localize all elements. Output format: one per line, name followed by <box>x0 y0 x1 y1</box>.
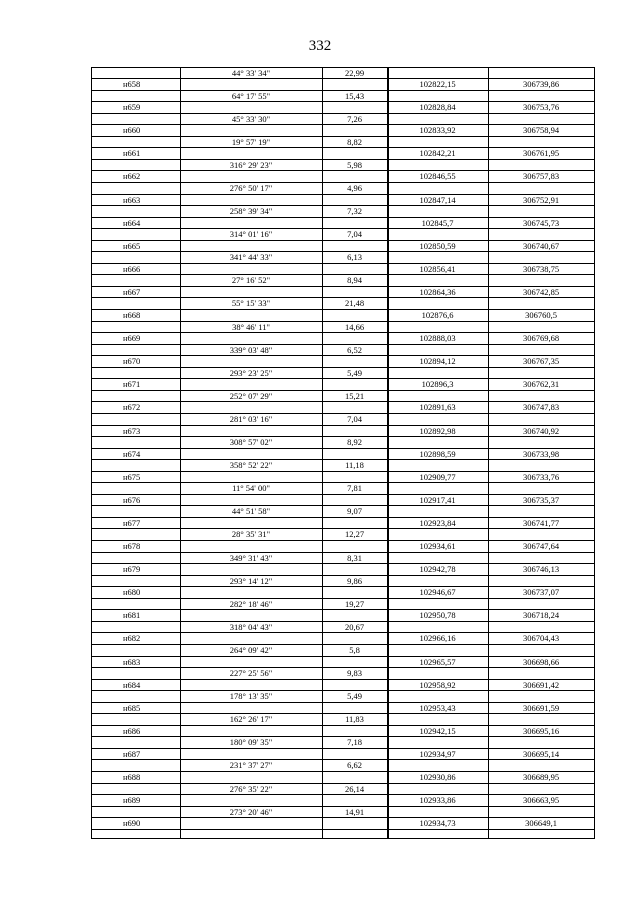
point-row <box>91 609 594 621</box>
point-name: н683 <box>123 656 141 667</box>
segment-angle: 231° 37' 27" <box>229 760 273 771</box>
point-name: н662 <box>123 171 141 182</box>
segment-distance: 7,26 <box>347 113 362 124</box>
segment-row-first <box>91 67 594 78</box>
segment-row <box>91 390 594 402</box>
point-name: н669 <box>123 333 141 344</box>
point-name: н681 <box>123 610 141 621</box>
coordinate-x: 102966,16 <box>419 633 456 644</box>
point-row <box>91 378 594 390</box>
coordinate-x: 102896,3 <box>421 379 454 390</box>
point-row <box>91 263 594 275</box>
row-line <box>91 540 595 541</box>
point-name: н679 <box>123 564 141 575</box>
coordinate-y: 306739,86 <box>522 79 560 89</box>
row-line <box>91 240 595 241</box>
point-name: н661 <box>123 148 141 159</box>
coordinate-x: 102856,41 <box>419 263 456 274</box>
segment-distance: 15,21 <box>344 390 365 401</box>
segment-distance: 14,91 <box>344 806 365 817</box>
segment-distance: 9,86 <box>347 575 362 586</box>
coordinate-x: 102864,36 <box>419 286 456 297</box>
segment-angle: 45° 33' 30" <box>231 113 271 124</box>
segment-distance: 7,04 <box>347 413 362 424</box>
coordinate-x: 102917,41 <box>419 494 456 505</box>
segment-angle: 11° 54' 00" <box>232 483 270 494</box>
segment-row <box>91 482 594 494</box>
coordinate-x: 102822,15 <box>419 79 456 89</box>
segment-row <box>91 505 594 517</box>
segment-row <box>91 205 594 217</box>
point-row <box>91 517 594 529</box>
page-number: 332 <box>308 38 332 54</box>
coordinate-x: 102898,59 <box>419 448 456 459</box>
coordinate-y: 306733,98 <box>522 448 560 459</box>
row-line <box>91 263 595 264</box>
point-row <box>91 702 594 714</box>
segment-angle: 178° 13' 35" <box>229 691 273 702</box>
row-line <box>91 586 595 587</box>
segment-angle: 293° 14' 12" <box>229 575 273 586</box>
segment-distance: 6,52 <box>347 344 362 355</box>
row-line <box>91 771 595 772</box>
segment-row <box>91 136 594 148</box>
point-row <box>91 217 594 229</box>
point-row <box>91 332 594 344</box>
point-name: н658 <box>123 79 141 89</box>
point-name: н690 <box>123 818 141 829</box>
segment-row <box>91 783 594 795</box>
point-name: н663 <box>123 194 141 205</box>
segment-angle: 44° 33' 34" <box>231 68 271 78</box>
coordinate-y: 306737,07 <box>522 587 560 598</box>
coordinate-y: 306691,42 <box>522 679 560 690</box>
segment-row <box>91 806 594 818</box>
segment-distance: 7,81 <box>347 483 362 494</box>
point-name: н677 <box>123 517 141 528</box>
row-line <box>91 609 595 610</box>
segment-distance: 8,31 <box>347 552 362 563</box>
segment-row <box>91 621 594 633</box>
segment-row <box>91 113 594 125</box>
point-name: н665 <box>123 240 141 251</box>
coordinate-y: 306757,83 <box>522 171 560 182</box>
row-line <box>91 794 595 795</box>
row-line <box>91 147 595 148</box>
point-name: н666 <box>123 263 141 274</box>
point-row <box>91 748 594 760</box>
segment-angle: 349° 31' 43" <box>229 552 273 563</box>
segment-distance: 8,92 <box>347 437 362 448</box>
segment-distance: 4,96 <box>347 182 362 193</box>
point-name: н674 <box>123 448 141 459</box>
row-line <box>91 471 595 472</box>
coordinate-y: 306746,13 <box>522 564 560 575</box>
segment-row <box>91 159 594 171</box>
point-row <box>91 425 594 437</box>
point-name: н689 <box>123 795 141 806</box>
point-row <box>91 794 594 806</box>
segment-angle: 316° 29' 23" <box>229 159 273 170</box>
row-line <box>91 355 595 356</box>
coordinate-x: 102842,21 <box>419 148 456 159</box>
segment-row <box>91 344 594 356</box>
point-row <box>91 817 594 829</box>
segment-distance: 21,48 <box>344 298 365 309</box>
segment-angle: 27° 16' 52" <box>231 275 271 286</box>
row-line <box>91 829 595 830</box>
segment-distance: 8,94 <box>347 275 362 286</box>
point-name: н660 <box>123 125 141 136</box>
row-line <box>91 632 595 633</box>
segment-row <box>91 598 594 610</box>
point-row <box>91 401 594 413</box>
coordinate-x: 102965,57 <box>419 656 456 667</box>
segment-row <box>91 713 594 725</box>
segment-distance: 5,49 <box>347 367 362 378</box>
point-row <box>91 355 594 367</box>
segment-row <box>91 667 594 679</box>
segment-angle: 339° 03' 48" <box>229 344 273 355</box>
point-row <box>91 656 594 668</box>
segment-distance: 5,8 <box>349 644 360 655</box>
segment-angle: 282° 18' 46" <box>229 598 273 609</box>
point-name: н684 <box>123 679 141 690</box>
point-row <box>91 101 594 113</box>
coordinate-x: 102876,6 <box>421 310 454 320</box>
segment-angle: 281° 03' 16" <box>229 413 273 424</box>
point-name: н687 <box>123 748 141 759</box>
segment-distance: 12,27 <box>344 529 365 540</box>
segment-row <box>91 367 594 379</box>
row-line <box>91 748 595 749</box>
row-line <box>91 817 595 818</box>
point-row <box>91 725 594 737</box>
coordinate-y: 306695,14 <box>522 748 560 759</box>
row-line <box>91 217 595 218</box>
point-name: н671 <box>123 379 141 390</box>
coordinate-y: 306747,64 <box>522 541 560 551</box>
row-line <box>91 309 595 310</box>
segment-angle: 162° 26' 17" <box>229 714 273 725</box>
coordinate-y: 306733,76 <box>522 471 560 482</box>
point-row <box>91 448 594 460</box>
point-name: н672 <box>123 402 141 413</box>
segment-distance: 11,83 <box>345 714 364 725</box>
coordinate-y: 306767,35 <box>522 356 560 367</box>
coordinate-x: 102892,98 <box>419 425 456 436</box>
coordinate-x: 102950,78 <box>419 610 456 621</box>
segment-row <box>91 321 594 333</box>
segment-row <box>91 759 594 771</box>
segment-angle: 318° 04' 43" <box>229 621 273 632</box>
point-row <box>91 124 594 136</box>
coordinate-y: 306695,16 <box>522 725 560 736</box>
segment-angle: 293° 23' 25" <box>229 367 273 378</box>
coordinate-y: 306758,94 <box>522 125 560 136</box>
coordinates-table <box>91 67 594 838</box>
row-line <box>91 425 595 426</box>
segment-row <box>91 736 594 748</box>
segment-distance: 7,18 <box>347 737 362 748</box>
coordinate-y: 306760,5 <box>525 310 557 320</box>
point-row <box>91 540 594 552</box>
segment-angle: 252° 07' 29" <box>229 390 273 401</box>
coordinate-x: 102828,84 <box>419 102 456 113</box>
segment-row <box>91 644 594 656</box>
segment-distance: 9,83 <box>347 668 362 679</box>
segment-row <box>91 552 594 564</box>
point-row <box>91 632 594 644</box>
coordinate-x: 102942,15 <box>419 725 456 736</box>
segment-angle: 358° 52' 22" <box>229 460 273 471</box>
segment-distance: 6,62 <box>347 760 362 771</box>
row-line <box>91 656 595 657</box>
row-line <box>91 448 595 449</box>
coordinate-y: 306691,59 <box>522 702 560 713</box>
point-name: н688 <box>123 772 141 782</box>
segment-row <box>91 297 594 309</box>
coordinate-y: 306761,95 <box>522 148 560 159</box>
segment-distance: 5,49 <box>347 691 362 702</box>
row-line <box>91 78 595 79</box>
coordinate-x: 102845,7 <box>421 217 454 228</box>
coordinate-y: 306718,24 <box>522 610 560 621</box>
point-name: н682 <box>123 633 141 644</box>
table-border-top <box>91 67 595 68</box>
segment-angle: 180° 09' 35" <box>229 737 273 748</box>
coordinate-x: 102847,14 <box>419 194 456 205</box>
point-row <box>91 771 594 783</box>
coordinate-x: 102846,55 <box>419 171 456 182</box>
row-line <box>91 679 595 680</box>
segment-angle: 341° 44' 33" <box>229 252 273 263</box>
point-name: н667 <box>123 286 141 297</box>
segment-angle: 44° 51' 58" <box>231 506 271 517</box>
segment-distance: 11,18 <box>345 460 364 471</box>
segment-distance: 7,04 <box>347 229 362 240</box>
segment-distance: 15,43 <box>344 90 365 101</box>
point-name: н678 <box>123 541 141 551</box>
segment-angle: 258° 39' 34" <box>229 206 273 217</box>
coordinate-y: 306735,37 <box>522 494 560 505</box>
point-name: н659 <box>123 102 141 113</box>
segment-distance: 6,13 <box>347 252 362 263</box>
coordinate-y: 306769,68 <box>522 333 560 344</box>
segment-angle: 276° 35' 22" <box>229 783 273 794</box>
coordinate-x: 102958,92 <box>419 679 456 690</box>
point-row <box>91 147 594 159</box>
point-row <box>91 494 594 506</box>
coordinate-x: 102930,86 <box>419 772 456 782</box>
row-line <box>91 702 595 703</box>
point-name: н668 <box>123 310 141 320</box>
segment-row <box>91 459 594 471</box>
point-name: н686 <box>123 725 141 736</box>
point-name: н670 <box>123 356 141 367</box>
segment-angle: 264° 09' 42" <box>229 644 273 655</box>
point-row <box>91 471 594 483</box>
coordinate-y: 306740,67 <box>522 240 560 251</box>
coordinate-y: 306752,91 <box>522 194 560 205</box>
coordinate-y: 306742,85 <box>522 286 560 297</box>
coordinate-y: 306689,95 <box>522 772 560 782</box>
coordinate-x: 102850,59 <box>419 240 456 251</box>
coordinate-x: 102946,67 <box>419 587 456 598</box>
segment-row <box>91 182 594 194</box>
segment-angle: 227° 25' 56" <box>229 668 273 679</box>
segment-angle: 19° 57' 19" <box>231 136 271 147</box>
segment-angle: 28° 35' 31" <box>231 529 271 540</box>
point-name: н673 <box>123 425 141 436</box>
segment-distance: 22,99 <box>344 68 365 78</box>
row-line <box>91 124 595 125</box>
point-name: н676 <box>123 494 141 505</box>
segment-row <box>91 228 594 240</box>
point-row <box>91 309 594 321</box>
coordinate-y: 306698,66 <box>522 656 560 667</box>
row-line <box>91 401 595 402</box>
coordinate-x: 102934,97 <box>419 748 456 759</box>
segment-distance: 9,07 <box>347 506 362 517</box>
row-line <box>91 494 595 495</box>
segment-angle: 314° 01' 16" <box>229 229 273 240</box>
point-row <box>91 586 594 598</box>
segment-angle: 55° 15' 33" <box>231 298 271 309</box>
row-line <box>91 332 595 333</box>
coordinate-y: 306745,73 <box>522 217 560 228</box>
segment-angle: 276° 50' 17" <box>229 182 273 193</box>
segment-row <box>91 413 594 425</box>
row-line <box>91 563 595 564</box>
point-name: н675 <box>123 471 141 482</box>
segment-distance: 19,27 <box>344 598 365 609</box>
point-row <box>91 240 594 252</box>
point-row <box>91 170 594 182</box>
segment-row <box>91 690 594 702</box>
coordinate-y: 306704,43 <box>522 633 560 644</box>
coordinate-x: 102953,43 <box>419 702 456 713</box>
segment-distance: 26,14 <box>344 783 365 794</box>
segment-distance: 5,98 <box>347 159 362 170</box>
coordinate-y: 306747,83 <box>522 402 560 413</box>
point-row <box>91 194 594 206</box>
segment-angle: 273° 20' 46" <box>229 806 273 817</box>
coordinate-x: 102934,61 <box>419 541 456 551</box>
segment-distance: 20,67 <box>344 621 365 632</box>
coordinate-y: 306762,31 <box>522 379 560 390</box>
coordinate-y: 306663,95 <box>522 795 560 806</box>
coordinate-x: 102942,78 <box>419 564 456 575</box>
segment-angle: 38° 46' 11" <box>232 321 270 332</box>
coordinate-y: 306753,76 <box>522 102 560 113</box>
row-line <box>91 170 595 171</box>
coordinate-x: 102833,92 <box>419 125 456 136</box>
coordinate-x: 102923,84 <box>419 517 456 528</box>
segment-distance: 14,66 <box>344 321 365 332</box>
row-line <box>91 378 595 379</box>
segment-row <box>91 90 594 102</box>
coordinate-y: 306649,1 <box>525 818 557 829</box>
segment-distance: 8,82 <box>347 136 362 147</box>
coordinate-x: 102909,77 <box>419 471 456 482</box>
row-line <box>91 101 595 102</box>
row-line <box>91 194 595 195</box>
coordinate-x: 102933,86 <box>419 795 456 806</box>
point-row <box>91 563 594 575</box>
coordinate-x: 102888,03 <box>419 333 456 344</box>
coordinate-y: 306741,77 <box>522 517 560 528</box>
row-line <box>91 517 595 518</box>
point-row <box>91 286 594 298</box>
coordinate-x: 102894,12 <box>419 356 456 367</box>
segment-angle: 308° 57' 02" <box>229 437 273 448</box>
coordinate-x: 102891,63 <box>419 402 456 413</box>
point-name: н685 <box>123 702 141 713</box>
row-line <box>91 286 595 287</box>
table-border-bottom <box>91 838 595 839</box>
coordinate-y: 306740,92 <box>522 425 560 436</box>
point-name: н664 <box>123 217 141 228</box>
segment-angle: 64° 17' 55" <box>231 90 271 101</box>
segment-row <box>91 274 594 286</box>
row-line <box>91 725 595 726</box>
segment-row <box>91 528 594 540</box>
point-name: н680 <box>123 587 141 598</box>
coordinate-x: 102934,73 <box>419 818 456 829</box>
coordinate-y: 306738,75 <box>522 263 560 274</box>
segment-row <box>91 575 594 587</box>
segment-distance: 7,32 <box>347 206 362 217</box>
segment-row <box>91 251 594 263</box>
point-row <box>91 679 594 691</box>
point-row <box>91 78 594 90</box>
segment-row <box>91 436 594 448</box>
